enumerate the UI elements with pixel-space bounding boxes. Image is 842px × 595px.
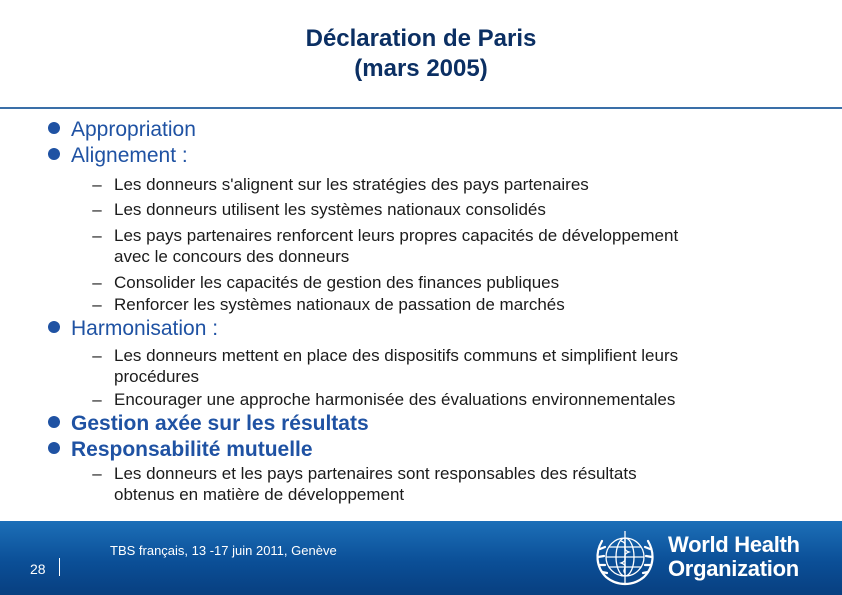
- bullet-dot-icon: [48, 122, 60, 134]
- bullet-dot-icon: [48, 416, 60, 428]
- page-number: 28: [30, 561, 46, 577]
- footer-bar: [0, 521, 842, 595]
- slide-content: Appropriation Alignement : – Les donneurs s'alignent sur les stratégies des pays partenaires – Les donneurs utilisent les systèmes nationaux consolidés – Les pays partenaires renforcent leurs propres capacités de développement avec le concours des donneurs – Consolider les capacités de gestion des finances publiques – Renforcer les systèmes nationaux de passation de marchés Harmonisation : – Les donneurs mettent en place des dispositifs communs et simplifient leurs procédures – Encourager une approche harmonisée des évaluations environnementales Gestion axée sur les résultats Responsabilité mutuelle – Les donneurs et les pays partenaires sont responsables des résultats obtenus en matière de développement: [0, 0, 842, 520]
- bullet-responsabilite: Responsabilité mutuelle: [48, 437, 313, 463]
- who-emblem-icon: [590, 527, 660, 589]
- dash-icon: –: [92, 200, 102, 219]
- bullet-alignement: Alignement :: [48, 143, 188, 169]
- footer-event-text: TBS français, 13 -17 juin 2011, Genève: [110, 543, 337, 558]
- bullet-gestion: Gestion axée sur les résultats: [48, 411, 369, 437]
- bullet-dot-icon: [48, 442, 60, 454]
- slide-title-line2: (mars 2005): [354, 55, 488, 82]
- dash-icon: –: [92, 295, 102, 314]
- page-number-separator: [59, 558, 60, 576]
- dash-icon: –: [92, 390, 102, 409]
- bullet-dot-icon: [48, 148, 60, 160]
- bullet-dot-icon: [48, 321, 60, 333]
- dash-icon: –: [92, 226, 102, 245]
- slide-title-line1: Déclaration de Paris: [305, 25, 537, 52]
- bullet-appropriation: Appropriation: [48, 117, 196, 143]
- dash-icon: –: [92, 464, 102, 483]
- dash-icon: –: [92, 346, 102, 365]
- dash-icon: –: [92, 175, 102, 194]
- who-logo-text: World Health Organization: [668, 532, 800, 581]
- bullet-harmonisation: Harmonisation :: [48, 316, 218, 342]
- dash-icon: –: [92, 273, 102, 292]
